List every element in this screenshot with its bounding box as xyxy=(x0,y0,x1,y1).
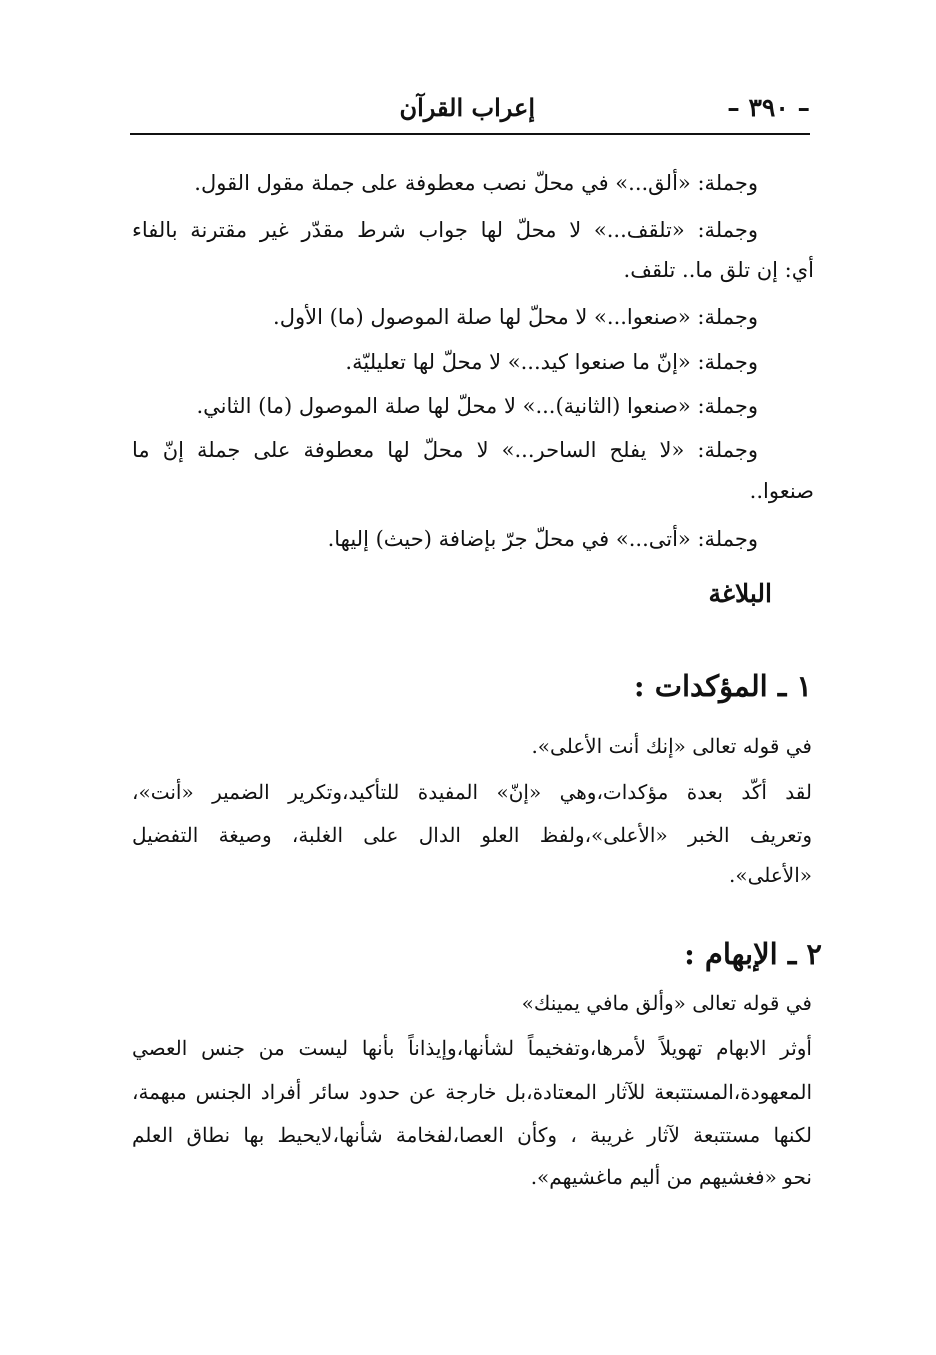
balagha-heading: البلاغة xyxy=(708,579,772,608)
section2-line: أوثر الابهام تهويلاً لأمرها،وتفخيماً لشأنها،وإيذاناً بأنها ليست من جنس العصي xyxy=(132,1036,812,1060)
irab-line: وجملة: «تلقف...» لا محلّ لها جواب شرط مقدّر غير مقترنة بالفاء xyxy=(132,218,758,242)
section1-line: وتعريف الخبر «الأعلى»،ولفظ العلو الدال على الغلبة، وصيغة التفضيل xyxy=(132,823,812,847)
section1-heading: ١ ـ المؤكدات : xyxy=(633,669,812,703)
section2-heading: ٢ ـ الإبهام : xyxy=(684,937,822,971)
section1-line: في قوله تعالى «إنك أنت الأعلى». xyxy=(531,734,812,758)
irab-line: وجملة: «لا يفلح الساحر...» لا محلّ لها معطوفة على جملة إنّ ما xyxy=(132,438,758,462)
irab-line: وجملة: «صنعوا (الثانية)...» لا محلّ لها صلة الموصول (ما) الثاني. xyxy=(196,394,758,418)
running-title: إعراب القرآن xyxy=(399,93,535,122)
page-number: – ٣٩٠ – xyxy=(727,93,810,122)
page-header xyxy=(130,88,810,132)
irab-line: أي: إن تلق ما.. تلقف. xyxy=(623,258,814,282)
section1-line: لقد أكّد بعدة مؤكدات،وهي «إنّ» المفيدة للتأكيد،وتكرير الضمير «أنت»، xyxy=(132,780,812,804)
header-rule xyxy=(130,133,810,135)
section2-line: نحو «فغشيهم من أليم ماغشيهم». xyxy=(530,1165,812,1189)
irab-line: وجملة: «ألق...» في محلّ نصب معطوفة على جملة مقول القول. xyxy=(194,171,758,195)
irab-line: وجملة: «صنعوا...» لا محلّ لها صلة الموصول (ما) الأول. xyxy=(273,305,758,329)
section2-line: المعهودة،المستتبعة للآثار المعتادة،بل خارجة عن حدود سائر أفراد الجنس مبهمة، xyxy=(132,1080,812,1104)
section1-line: «الأعلى». xyxy=(728,863,812,887)
irab-line: وجملة: «أتى...» في محلّ جرّ بإضافة (حيث) إليها. xyxy=(327,527,758,551)
section2-line: لكنها مستتبعة لآثار غريبة ، وكأن العصا،لفخامة شأنها،لايحيط بها نطاق العلم xyxy=(132,1123,812,1147)
irab-line: وجملة: «إنّ ما صنعوا كيد...» لا محلّ لها تعليليّة. xyxy=(345,350,758,374)
section2-line: في قوله تعالى «وألق مافي يمينك» xyxy=(521,991,812,1015)
irab-line: صنعوا.. xyxy=(749,479,814,503)
